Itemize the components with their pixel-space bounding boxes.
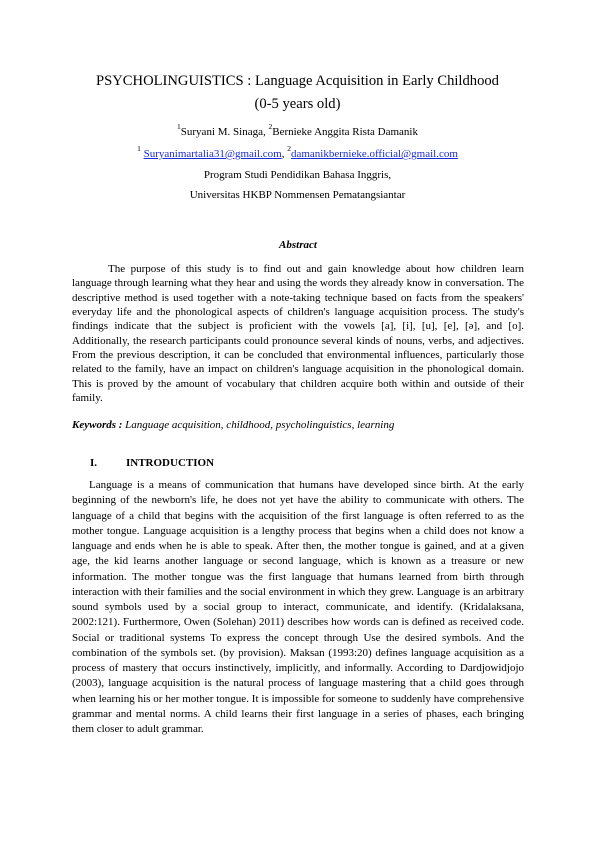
paper-title-line2: (0-5 years old) xyxy=(254,96,341,112)
author1-superscript: 1 xyxy=(177,122,181,132)
keywords-label: Keywords : xyxy=(72,419,123,431)
email1-superscript: 1 xyxy=(137,144,141,154)
email-line xyxy=(60,144,535,161)
title-block xyxy=(60,70,535,202)
author-line xyxy=(60,122,535,139)
email1-link[interactable]: Suryanimartalia31@gmail.com xyxy=(143,148,282,160)
section-number: I. xyxy=(90,457,98,469)
keywords-text: Language acquisition, childhood, psycholinguistics, learning xyxy=(122,419,395,431)
author1-name: Suryani M. Sinaga, xyxy=(180,126,269,138)
keywords-line xyxy=(72,419,524,431)
email2-superscript: 2 xyxy=(287,144,291,154)
email-separator: , xyxy=(281,148,288,160)
email2-link[interactable]: damanikbernieke.official@gmail.com xyxy=(290,148,458,160)
abstract-heading: Abstract xyxy=(279,239,317,251)
author2-superscript: 2 xyxy=(268,122,273,132)
section-heading-introduction xyxy=(90,457,214,469)
author2-name: Bernieke Anggita Rista Damanik xyxy=(272,126,418,138)
introduction-paragraph: Language is a means of communication that humans have developed since birth. At the early beginning of the newborn's life, he does not yet have the ability to communicate with others. The language of a child that begins with the acquisition of the first language is often referred to as the mother tongue. Language acquisition is a lengthy process that begins when a child does not know a language and ends when he is able to speak. After then, the mother tongue is gained, and at a given age, the kid learns another language or second language, which is known as a treasure or new information. The mother tongue was the first language that humans learned from birth through interaction with their families and the social environment in which they grew. Language is an arbitrary sound symbols used by a social group to interact, communicate, and identify. (Kridalaksana, 2002:121). Furthermore, Owen (Solehan) 2011) describes how words can is defined as received code. Social or traditional systems To express the concept through Use the desired symbols. And the combination of the symbols set. (by provision). Maksan (1993:20) defines language acquisition as a process of mastery that occurs instinctively, implicitly, and informally. According to Dardjowidjojo (2003), language acquisition is the natural process of language mastering that a child goes through when learning his or her mother tongue. It is impossible for someone to suddenly have comprehensive grammar and mental norms. A child learns their first language in a series of phases, each bringing them closer to adult grammar. xyxy=(72,479,524,735)
institution-program: Program Studi Pendidikan Bahasa Inggris, xyxy=(203,169,392,181)
section-title: INTRODUCTION xyxy=(126,457,215,469)
abstract-text: The purpose of this study is to find out and gain knowledge about how children learn language through learning what they hear and using the words they already know in conversation. The descriptive method is used together with a note-taking technique based on facts from the speakers' everyday life and the phonological aspects of children's language acquisition process. The study's findings indicate that the subject is proficient with the vowels [a], [i], [u], [e], [ə], and [o]. Additionally, the research participants could pronounce several kinds of nouns, verbs, and adjectives. From the previous description, it can be concluded that environmental influences, particularly those related to the family, have an impact on children's language acquisition in the phonological domain. This is proved by the amount of vocabulary that children acquire both within and outside of their family. xyxy=(72,263,524,405)
paper-title-line1: PSYCHOLINGUISTICS : Language Acquisition in Early Childhood xyxy=(96,73,499,89)
institution-university: Universitas HKBP Nommensen Pematangsiantar xyxy=(189,189,406,201)
